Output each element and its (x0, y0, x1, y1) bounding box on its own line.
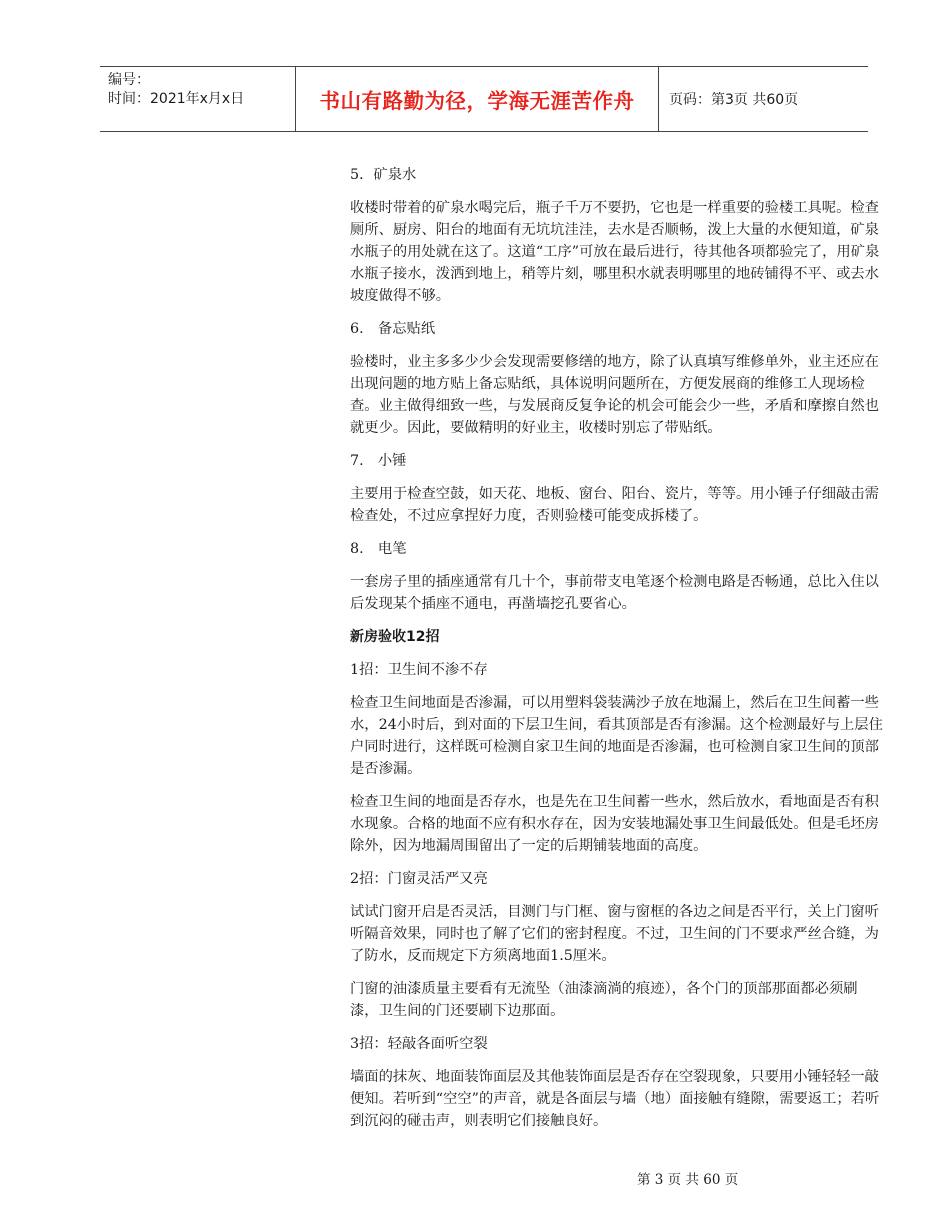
document-number-label: 编号： (108, 72, 150, 88)
section-heading: 2招：门窗灵活严又亮 (350, 871, 488, 887)
section-heading: 1招：卫生间不渗不存 (350, 662, 488, 678)
header-page-number: 页码：第3页 共60页 (669, 92, 799, 108)
body-paragraph: 验楼时，业主多多少少会发现需要修缮的地方，除了认真填写维修单外，业主还应在出现问题的地方贴上备忘贴纸，具体说明问题所在，方便发展商的维修工人现场检查。业主做得细致一些，与发展商反复争论的机会可能会少一些，矛盾和摩擦自然也就更少。因此，要做精明的好业主，收楼时别忘了带贴纸。 (350, 354, 879, 436)
body-paragraph: 试试门窗开启是否灵活，目测门与门框、窗与窗框的各边之间是否平行，关上门窗听听隔音效果，同时也了解了它们的密封程度。不过，卫生间的门不要求严丝合缝，为了防水，反而规定下方须离地面1.5厘米。 (350, 904, 879, 964)
body-paragraph: 检查卫生间地面是否渗漏，可以用塑料袋装满沙子放在地漏上，然后在卫生间蓄一些水，24小时后，到对面的下层卫生间，看其顶部是否有渗漏。这个检测最好与上层住户同时进行，这样既可检测自家卫生间的地面是否渗漏，也可检测自家卫生间的顶部是否渗漏。 (350, 695, 883, 777)
section-heading: 3招：轻敲各面听空裂 (350, 1036, 488, 1052)
section-heading: 8. 电笔 (350, 541, 407, 557)
document-time-label: 时间：2021年x月x日 (108, 91, 245, 107)
section-heading: 7. 小锤 (350, 453, 407, 469)
body-paragraph: 门窗的油漆质量主要看有无流坠（油漆滴淌的痕迹），各个门的顶部那面都必须刷漆，卫生间的门还要刷下边那面。 (350, 981, 858, 1019)
body-paragraph: 墙面的抹灰、地面装饰面层及其他装饰面层是否存在空裂现象，只要用小锤轻轻一敲便知。若听到“空空”的声音，就是各面层与墙（地）面接触有缝隙，需要返工；若听到沉闷的碰击声，则表明它们接触良好。 (350, 1069, 880, 1129)
page-header (100, 66, 868, 132)
body-paragraph: 一套房子里的插座通常有几十个，事前带支电笔逐个检测电路是否畅通，总比入住以后发现某个插座不通电，再凿墙挖孔要省心。 (350, 574, 879, 612)
page-footer: 第 3 页 共 60 页 (637, 1172, 739, 1188)
body-paragraph: 主要用于检查空鼓，如天花、地板、窗台、阳台、瓷片，等等。用小锤子仔细敲击需检查处，不过应拿捏好力度，否则验楼可能变成拆楼了。 (350, 486, 879, 524)
header-motto: 书山有路勤为径，学海无涯苦作舟 (296, 67, 659, 131)
document-body (350, 164, 885, 1143)
section-heading: 6. 备忘贴纸 (350, 321, 436, 337)
body-paragraph: 检查卫生间的地面是否存水，也是先在卫生间蓄一些水，然后放水，看地面是否有积水现象。合格的地面不应有积水存在，因为安装地漏处事卫生间最低处。但是毛坯房除外，因为地漏周围留出了一定的后期铺装地面的高度。 (350, 794, 879, 854)
header-meta (100, 67, 296, 131)
bold-title: 新房验收12招 (350, 629, 440, 645)
section-heading: 5．矿泉水 (350, 167, 417, 183)
body-paragraph: 收楼时带着的矿泉水喝完后，瓶子千万不要扔，它也是一样重要的验楼工具呢。检查厕所、厨房、阳台的地面有无坑坑洼洼，去水是否顺畅，泼上大量的水便知道，矿泉水瓶子的用处就在这了。这道“工序”可放在最后进行，待其他各项都验完了，用矿泉水瓶子接水，泼洒到地上，稍等片刻，哪里积水就表明哪里的地砖铺得不平、或去水坡度做得不够。 (350, 200, 880, 304)
